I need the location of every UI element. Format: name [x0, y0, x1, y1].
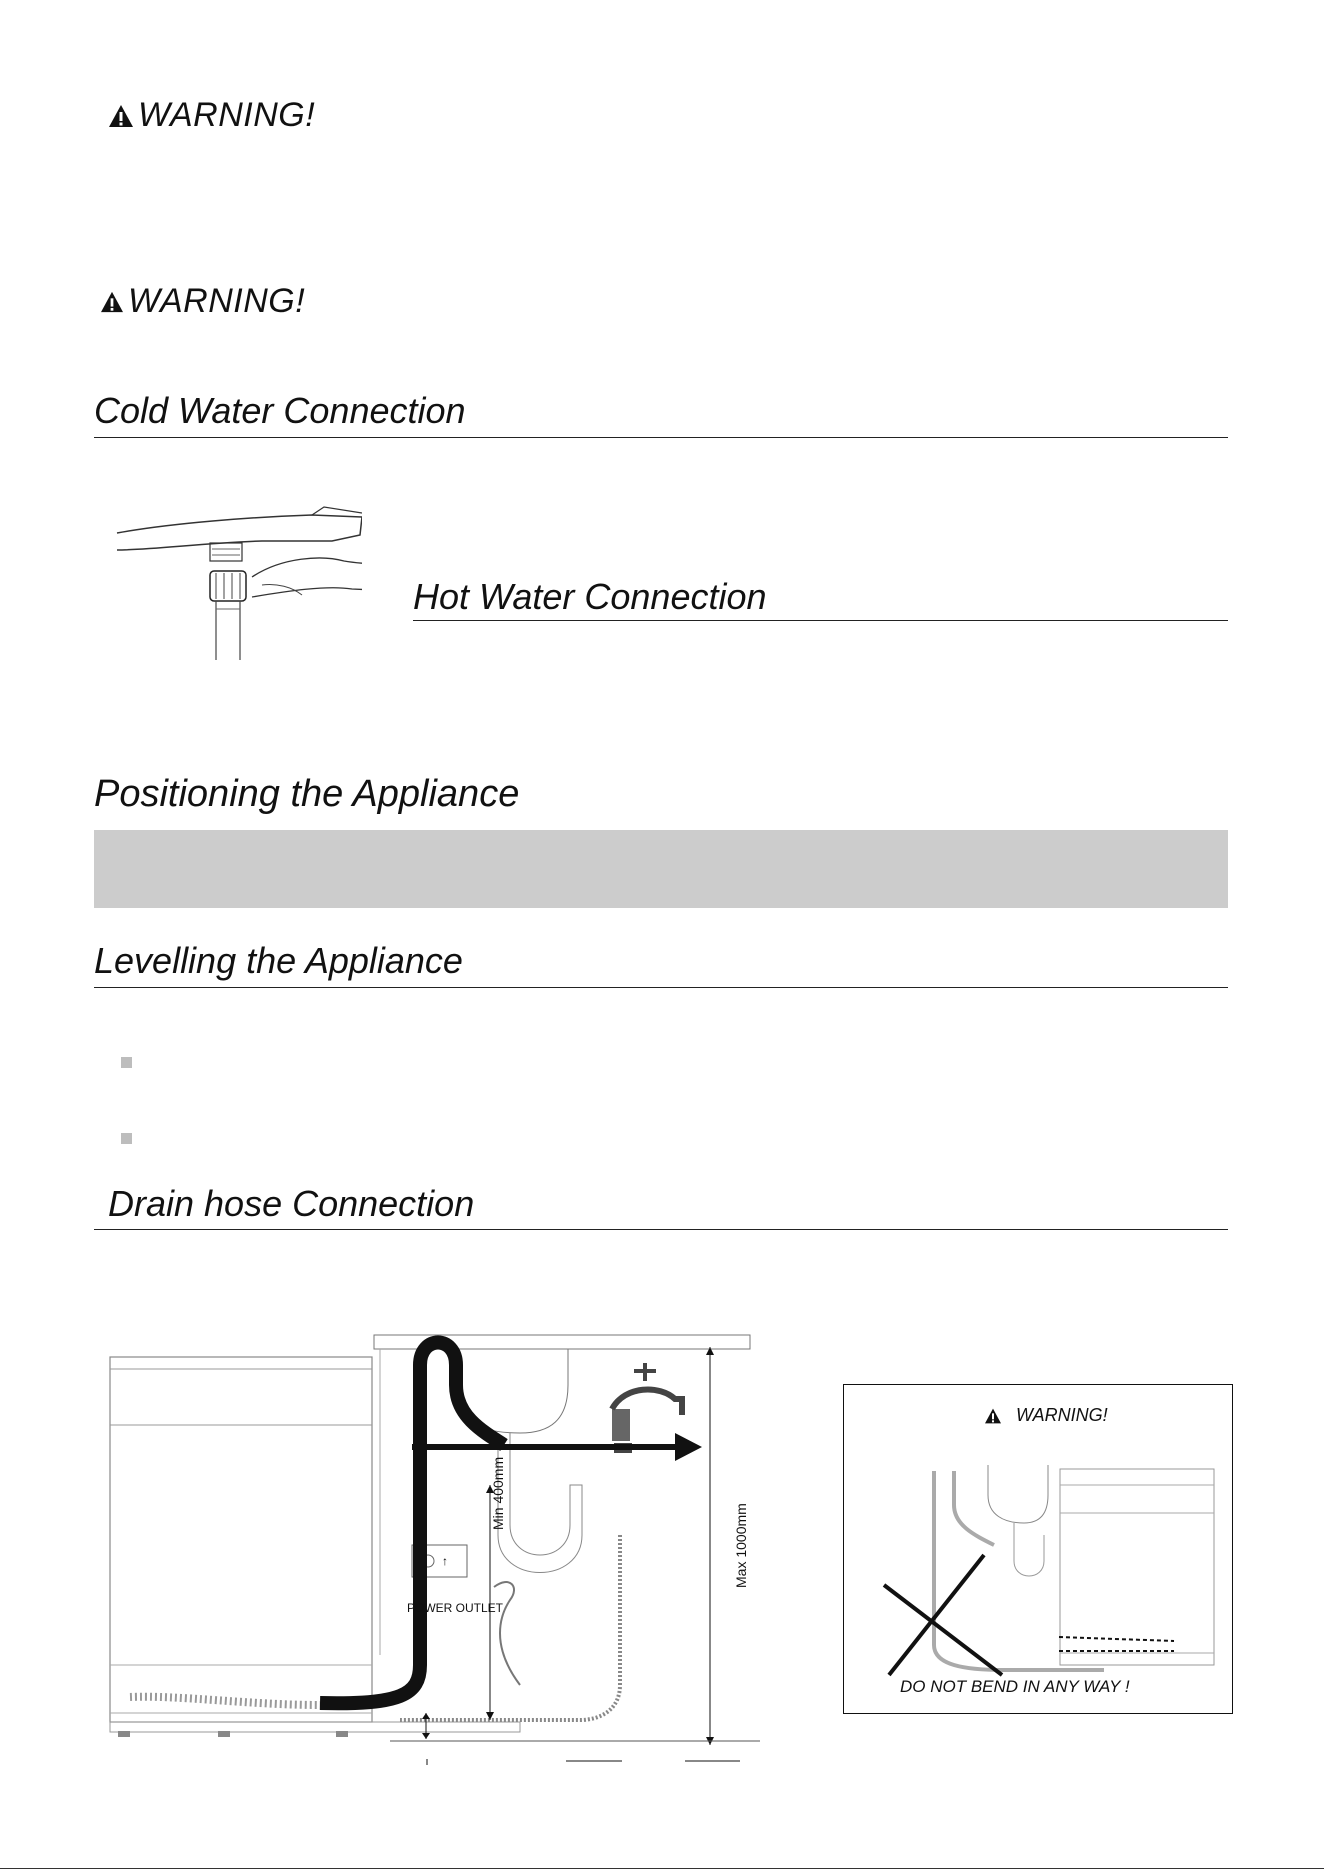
svg-text:↑: ↑	[442, 1554, 448, 1568]
drain-hose-heading: Drain hose Connection	[108, 1183, 475, 1224]
bent-hose-illustration	[844, 1385, 1232, 1713]
warning-heading-1: WARNING!	[108, 96, 315, 135]
warning-triangle-icon	[100, 291, 124, 313]
cold-water-rule	[94, 437, 1228, 438]
min-height-label: Min 400mm	[490, 1456, 506, 1530]
warning-heading-2: WARNING!	[100, 282, 305, 321]
inset-caption: DO NOT BEND IN ANY WAY !	[900, 1677, 1130, 1696]
levelling-rule	[94, 987, 1228, 988]
drain-hose-diagram	[100, 1325, 780, 1765]
hot-water-rule	[413, 620, 1228, 621]
page-bottom-rule	[0, 1868, 1324, 1869]
max-height-label: Max 1000mm	[733, 1503, 749, 1588]
positioning-note-bar	[94, 830, 1228, 908]
hot-water-heading: Hot Water Connection	[413, 576, 767, 617]
drain-hose-rule	[94, 1229, 1228, 1230]
positioning-heading: Positioning the Appliance	[94, 773, 520, 815]
tap-hose-illustration	[112, 505, 362, 665]
list-bullet	[121, 1057, 132, 1068]
warning-triangle-icon	[108, 104, 134, 128]
do-not-bend-inset	[843, 1384, 1233, 1714]
power-outlet-label: POWER OUTLET	[407, 1601, 504, 1615]
cold-water-heading: Cold Water Connection	[94, 390, 466, 431]
inset-warning-title: WARNING!	[984, 1405, 1108, 1426]
levelling-heading: Levelling the Appliance	[94, 940, 463, 981]
list-bullet	[121, 1133, 132, 1144]
